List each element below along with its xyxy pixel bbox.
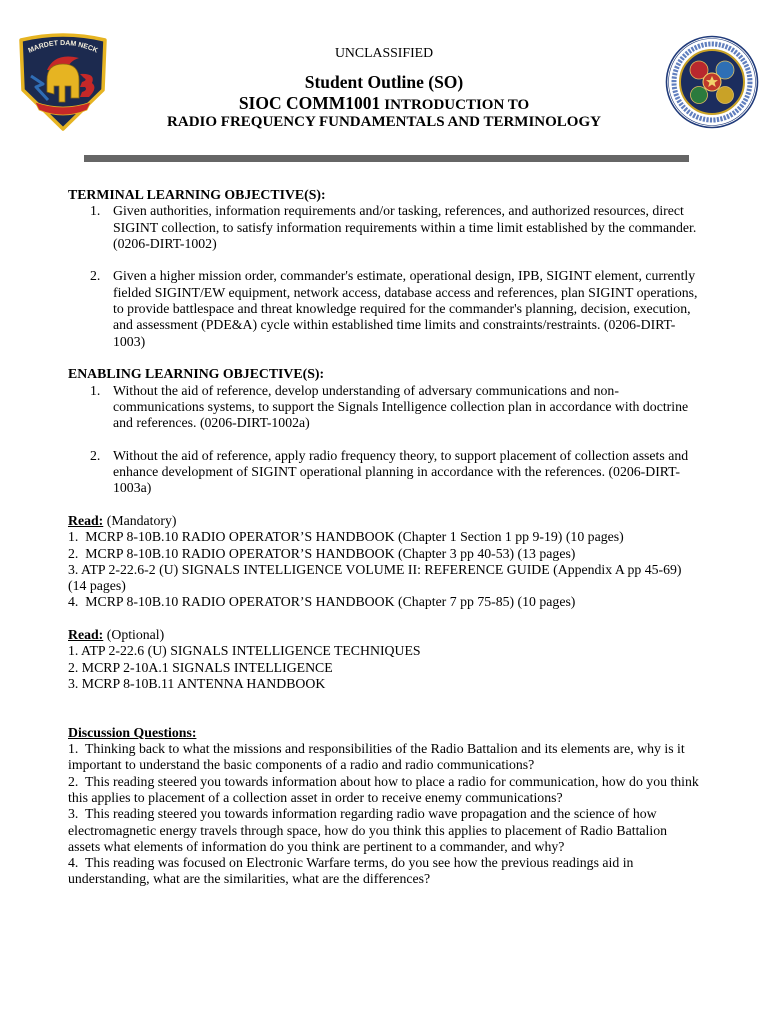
item-number: 1.	[90, 203, 101, 219]
item-line: (0206-DIRT-1002)	[113, 235, 217, 251]
reading-line: 3. ATP 2-22.6-2 (U) SIGNALS INTELLIGENCE VOLUME II: REFERENCE GUIDE (Appendix A pp 45-69)	[68, 561, 682, 577]
item-line: and assessment (PDE&A) cycle within established time limits and constraints/restraints. (0206-DIRT-	[113, 317, 676, 333]
mandatory-reading-heading	[68, 513, 748, 529]
read-qualifier: (Optional)	[106, 627, 165, 643]
question-line: 2. This reading steered you towards information about how to place a radio for communication, how do you think	[68, 773, 699, 789]
item-line: Given authorities, information requirements and/or tasking, references, and authorized resources, direct	[113, 203, 684, 219]
reading-line: (14 pages)	[68, 578, 126, 594]
item-number: 2.	[90, 268, 101, 284]
enabling-objective-item	[68, 448, 748, 497]
classification-marking: UNCLASSIFIED	[334, 45, 434, 60]
spacer	[68, 350, 748, 366]
read-qualifier: (Mandatory)	[106, 512, 177, 528]
item-line: Without the aid of reference, develop understanding of adversary communications and non-	[113, 382, 619, 398]
reading-line: 1. ATP 2-22.6 (U) SIGNALS INTELLIGENCE TECHNIQUES	[68, 643, 421, 659]
item-line: 1003)	[113, 333, 146, 349]
item-line: enhance development of SIGINT operational planning in accordance with the references. (0206-DIRT-	[113, 464, 680, 480]
discussion-questions-heading	[68, 725, 748, 741]
item-line: to provide battlespace and threat knowledge required for the commander's planning, decision, execution,	[113, 301, 691, 317]
item-line: communications systems, to support the Signals Intelligence collection plan in accordance with doctrine	[113, 398, 689, 414]
item-number: 1.	[90, 382, 101, 398]
discussion-questions-label: Discussion Questions:	[68, 724, 197, 740]
course-subtitle: RADIO FREQUENCY FUNDAMENTALS AND TERMINOLOGY	[167, 114, 601, 130]
spacer	[68, 252, 748, 268]
course-title-part: INTRODUCTION TO	[384, 97, 530, 113]
document-body	[68, 187, 748, 888]
question-line: 3. This reading steered you towards information regarding radio wave propagation and the science of how	[68, 806, 657, 822]
item-line: SIGINT collection, to satisfy information requirements within a time limit established by the commander.	[113, 219, 697, 235]
question-line: 1. Thinking back to what the missions and responsibilities of the Radio Battalion and its elements are, why is it	[68, 741, 685, 757]
item-line: fielded SIGINT/EW equipment, network access, database access and references, plan SIGINT operations,	[113, 284, 698, 300]
spacer	[68, 431, 748, 447]
question-line: assets what elements of information do you think are pertinent to a commander, and why?	[68, 838, 565, 854]
reading-line: 4. MCRP 8-10B.10 RADIO OPERATOR’S HANDBOOK (Chapter 7 pp 75-85) (10 pages)	[68, 594, 576, 610]
enabling-objective-item	[68, 383, 748, 432]
reading-line: 1. MCRP 8-10B.10 RADIO OPERATOR’S HANDBOOK (Chapter 1 Section 1 pp 9-19) (10 pages)	[68, 529, 624, 545]
item-line: Given a higher mission order, commander's estimate, operational design, IPB, SIGINT element, currently	[113, 268, 696, 284]
terminal-objective-item	[68, 268, 748, 349]
header-divider-bar	[84, 155, 689, 162]
reading-line: 2. MCRP 2-10A.1 SIGNALS INTELLIGENCE	[68, 659, 333, 675]
enabling-objectives-heading: ENABLING LEARNING OBJECTIVE(S):	[68, 366, 325, 382]
terminal-objectives-heading: TERMINAL LEARNING OBJECTIVE(S):	[68, 187, 326, 202]
spacer	[68, 497, 748, 513]
read-label: Read:	[68, 512, 104, 528]
question-line: important to understand the basic components of a radio and radio communications?	[68, 757, 535, 773]
course-title-line	[0, 93, 768, 113]
item-line: 1003a)	[113, 480, 152, 496]
read-label: Read:	[68, 627, 104, 643]
item-number: 2.	[90, 447, 101, 463]
logo-lettering: MARDET DAM NECK	[27, 39, 99, 55]
spacer	[68, 692, 748, 708]
question-line: 4. This reading was focused on Electronic Warfare terms, do you see how the previous readings aid in	[68, 855, 634, 871]
optional-reading-heading	[68, 627, 748, 643]
item-line: and references. (0206-DIRT-1002a)	[113, 415, 310, 431]
reading-line: 2. MCRP 8-10B.10 RADIO OPERATOR’S HANDBOOK (Chapter 3 pp 40-53) (13 pages)	[68, 545, 576, 561]
document-title: Student Outline (SO)	[304, 72, 464, 92]
reading-line: 3. MCRP 8-10B.11 ANTENNA HANDBOOK	[68, 675, 326, 691]
question-line: understanding, what are the similarities, what are the differences?	[68, 871, 431, 887]
spacer	[68, 709, 748, 725]
item-line: Without the aid of reference, apply radio frequency theory, to support placement of collection assets and	[113, 447, 689, 463]
question-line: electromagnetic energy travels through space, how do you think this applies to placement of Radio Battalion	[68, 822, 667, 838]
terminal-objective-item	[68, 203, 748, 252]
spacer	[68, 611, 748, 627]
question-line: this applies to placement of a collection asset in order to receive enemy communications?	[68, 789, 563, 805]
course-code: SIOC COMM1001	[238, 93, 381, 113]
